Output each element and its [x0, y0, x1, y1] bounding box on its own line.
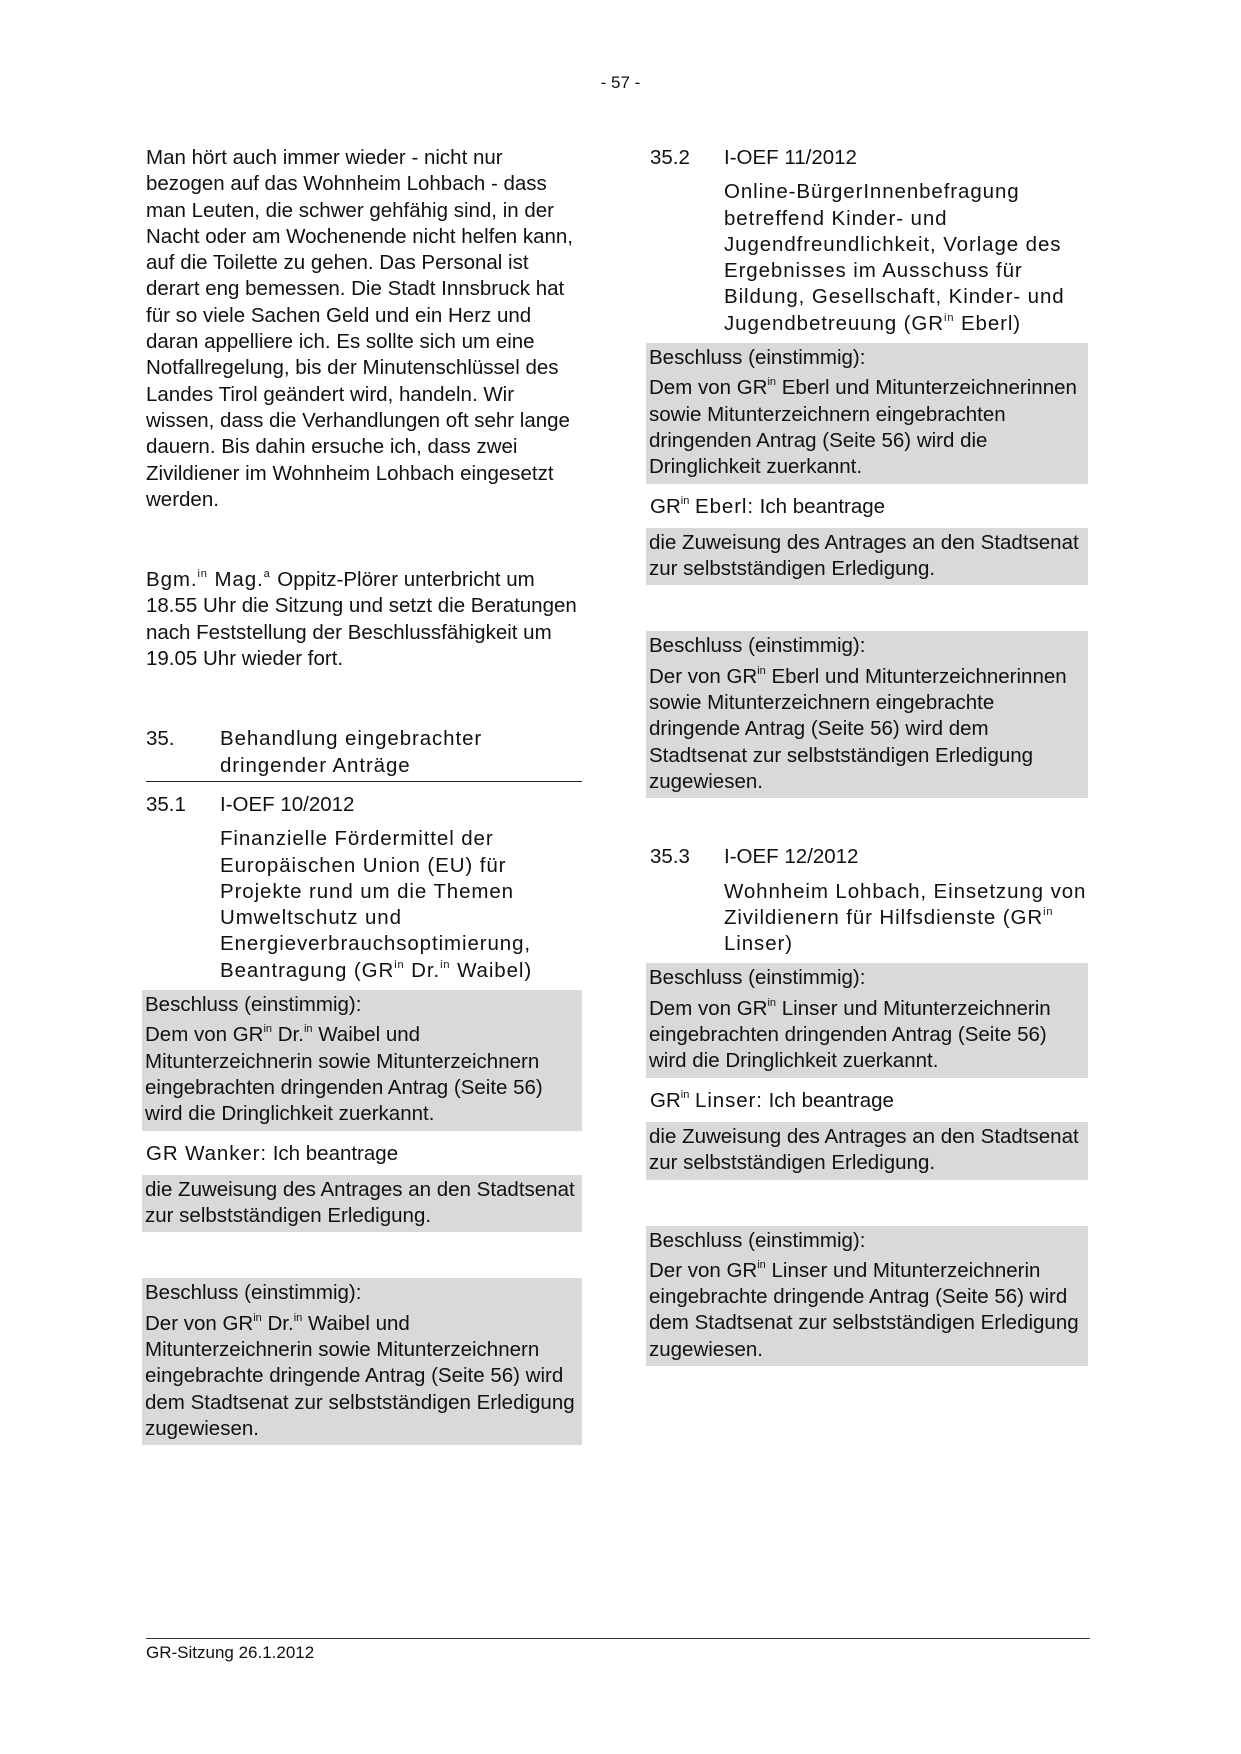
- beschluss-box: [646, 631, 1088, 798]
- beschluss-box: [646, 343, 1088, 483]
- item-number: 35.1: [146, 792, 186, 816]
- antrag-line: $GR^{in}$ Linser: Ich beantrage: [650, 1088, 894, 1112]
- beschluss-heading: Beschluss (einstimmig):: [649, 634, 866, 658]
- item-code: I-OEF 12/2012: [724, 845, 859, 869]
- section-number: 35.: [146, 727, 175, 751]
- item-35-3: [650, 844, 1088, 1366]
- beschluss-box: [646, 1226, 1088, 1366]
- antrag-box: die Zuweisung des Antrages an den Stadtsenat zur selbstständigen Erledigung.: [646, 1122, 1088, 1180]
- antrag-box: die Zuweisung des Antrages an den Stadtsenat zur selbstständigen Erledigung.: [142, 1175, 582, 1233]
- left-column: [146, 145, 582, 1445]
- beschluss-box: [142, 990, 582, 1130]
- beschluss-heading: Beschluss (einstimmig):: [649, 966, 866, 990]
- beschluss-text: Dem von $GR^{in}$ Linser und Mitunterzeichnerin eingebrachten dringenden Antrag (Seite 56) wird die Dringlichkeit zuerkannt.: [649, 996, 1051, 1073]
- item-subject: Finanzielle Fördermittel der Europäischen Union (EU) für Projekte rund um die Themen Umweltschutz und Energieverbrauchsoptimierung, Beantragung ($GR^{in}$ Dr.$^{in}$ Waibel): [220, 827, 533, 982]
- intro-paragraph: Man hört auch immer wieder - nicht nur bezogen auf das Wohnheim Lohbach - dass man Leuten, die schwer gehfähig sind, in der Nacht oder am Wochenende nicht helfen kann, auf die Toilette zu gehen. Das Personal ist derart eng bemessen. Die Stadt Innsbruck hat für so viele Sachen Geld und ein Herz und daran appelliere ich. Es sollte sich um eine Notfallregelung, bis der Minutenschlüssel des Landes Tirol geändert wird, handeln. Wir wissen, dass die Verhandlungen oft sehr lange dauern. Bis dahin ersuche ich, dass zwei Zivildiener im Wohnheim Lohbach eingesetzt werden.: [146, 146, 573, 511]
- footer-text: GR-Sitzung 26.1.2012: [146, 1643, 315, 1662]
- item-code: I-OEF 10/2012: [220, 792, 355, 816]
- beschluss-heading: Beschluss (einstimmig):: [145, 1281, 362, 1305]
- beschluss-text: Dem von $GR^{in}$ Dr.$^{in}$ Waibel und Mitunterzeichnerin sowie Mitunterzeichnern eingebrachten dringenden Antrag (Seite 56) wird die Dringlichkeit zuerkannt.: [145, 1023, 543, 1126]
- section-35-heading: [146, 726, 582, 782]
- antrag-line: GR Wanker: Ich beantrage: [146, 1141, 399, 1165]
- item-35-1: [146, 792, 582, 1445]
- beschluss-box: [142, 1278, 582, 1445]
- interrupt-paragraph: Bgm.$^{in}$ Mag.$^a$ Oppitz-Plörer unterbricht um 18.55 Uhr die Sitzung und setzt die Beratungen nach Feststellung der Beschlussfähigkeit um 19.05 Uhr wieder fort.: [146, 568, 577, 671]
- item-subject: Wohnheim Lohbach, Einsetzung von Zivildienern für Hilfsdienste ($GR^{in}$ Linser): [724, 879, 1087, 956]
- item-number: 35.3: [650, 845, 690, 869]
- item-35-2: [650, 145, 1088, 798]
- beschluss-heading: Beschluss (einstimmig):: [649, 1228, 866, 1252]
- beschluss-heading: Beschluss (einstimmig):: [145, 993, 362, 1017]
- antrag-line: $GR^{in}$ Eberl: Ich beantrage: [650, 494, 886, 518]
- item-subject: Online-BürgerInnenbefragung betreffend Kinder- und Jugendfreundlichkeit, Vorlage des Ergebnisses im Ausschuss für Bildung, Gesellschaft, Kinder- und Jugendbetreuung ($GR^{in}$ Eberl): [724, 180, 1065, 335]
- beschluss-text: Der von $GR^{in}$ Linser und Mitunterzeichnerin eingebrachte dringende Antrag (Seite 56) wird dem Stadtsenat zur selbstständigen Erledigung zugewiesen.: [649, 1258, 1079, 1361]
- beschluss-text: Der von $GR^{in}$ Eberl und Mitunterzeichnerinnen sowie Mitunterzeichnern eingebrachte dringende Antrag (Seite 56) wird dem Stadtsenat zur selbstständigen Erledigung zugewiesen.: [649, 664, 1067, 793]
- beschluss-heading: Beschluss (einstimmig):: [649, 346, 866, 370]
- page-number: - 57 -: [600, 73, 641, 92]
- item-number: 35.2: [650, 146, 690, 169]
- antrag-box: die Zuweisung des Antrages an den Stadtsenat zur selbstständigen Erledigung.: [646, 528, 1088, 586]
- item-code: I-OEF 11/2012: [724, 146, 857, 169]
- section-title: Behandlung eingebrachter dringender Anträge: [220, 727, 483, 777]
- beschluss-text: Der von $GR^{in}$ Dr.$^{in}$ Waibel und Mitunterzeichnerin sowie Mitunterzeichnern eingebrachte dringende Antrag (Seite 56) wird dem Stadtsenat zur selbstständigen Erledigung zugewiesen.: [145, 1311, 575, 1440]
- beschluss-box: [646, 963, 1088, 1077]
- beschluss-text: Dem von $GR^{in}$ Eberl und Mitunterzeichnerinnen sowie Mitunterzeichnern eingebrachten dringenden Antrag (Seite 56) wird die Dringlichkeit zuerkannt.: [649, 376, 1077, 479]
- footer-divider: [146, 1638, 1090, 1639]
- right-column: [650, 145, 1088, 1366]
